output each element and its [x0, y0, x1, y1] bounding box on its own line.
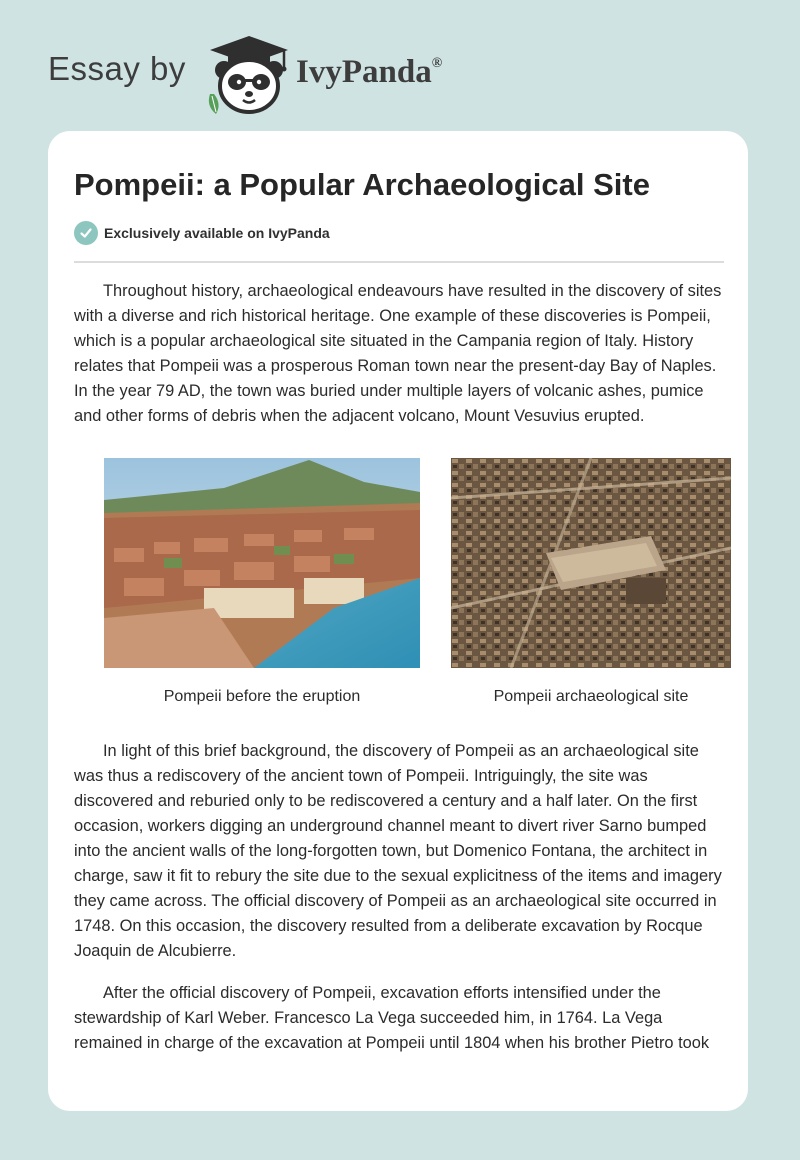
exclusive-label: Exclusively available on IvyPanda — [104, 225, 330, 241]
trademark-symbol: ® — [431, 56, 443, 71]
pompeii-aerial-photo — [451, 458, 731, 668]
page-title: Pompeii: a Popular Archaeological Site — [74, 167, 650, 202]
figure-caption: Pompeii before the eruption — [163, 688, 361, 705]
figure-before-eruption — [104, 458, 420, 706]
check-icon — [74, 221, 98, 245]
pompeii-reconstruction-image — [104, 458, 420, 668]
figure-caption: Pompeii archaeological site — [493, 688, 689, 705]
exclusive-badge — [74, 221, 330, 245]
essay-by-label: Essay by — [48, 50, 186, 87]
brand-name[interactable]: IvyPanda® — [296, 54, 443, 90]
site-header — [48, 30, 548, 114]
divider — [74, 261, 724, 263]
paragraph: Throughout history, archaeological endeavours have resulted in the discovery of sites with a diverse and rich historical heritage. One example of these discoveries is Pompeii, which is a popular archaeological site situated in the Campania region of Italy. History relates that Pompeii was a prosperous Roman town near the present-day Bay of Naples. In the year 79 AD, the town was buried under multiple layers of volcanic ashes, pumice and other forms of debris when the adjacent volcano, Mount Vesuvius erupted. — [74, 282, 722, 425]
panda-logo-icon[interactable] — [204, 34, 294, 116]
figure-archaeological-site — [451, 458, 731, 706]
paragraph: After the official discovery of Pompeii, excavation efforts intensified under the stewardship of Karl Weber. Francesco La Vega succeeded him, in 1764. La Vega remained in charge of the excavation at Pompeii until 1804 when his brother Pietro took — [74, 984, 710, 1052]
paragraph: In light of this brief background, the discovery of Pompeii as an archaeological site was thus a rediscovery of the ancient town of Pompeii. Intriguingly, the site was discovered and reburied only to be rediscovered a century and a half later. On the first occasion, workers digging an underground channel meant to divert river Sarno bumped into the ancient walls of the long-forgotten town, but Domenico Fontana, the architect in charge, saw it fit to rebury the site due to the sexual explicitness of the items and imagery they came across. The official discovery of Pompeii as an archaeological site occurred in 1748. On this occasion, the discovery resulted from a deliberate excavation by Rocque Joaquin de Alcubierre. — [74, 742, 722, 960]
essay-card — [48, 131, 748, 1111]
